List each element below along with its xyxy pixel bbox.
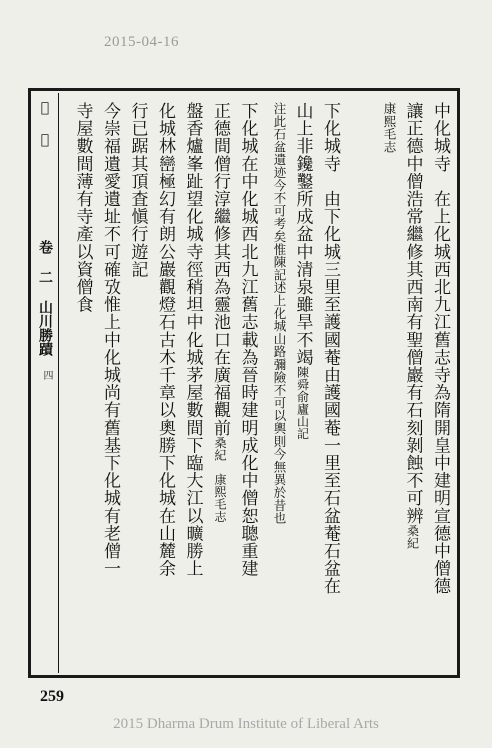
source-citation: 桑紀: [405, 524, 420, 550]
text-column: [428, 102, 452, 595]
column-text: 山上非鑱鑿所成盆中清泉雖旱不竭: [292, 102, 313, 366]
copyright-watermark: 2015 Dharma Drum Institute of Liberal Arts: [113, 716, 379, 732]
text-column: [208, 102, 232, 523]
text-column: [153, 102, 177, 577]
column-text: 讓正德中僧浩常繼修其西南有聖僧巖有石刻剝蝕不可辨: [402, 102, 423, 525]
text-column: [373, 102, 397, 153]
column-text: 行已踞其頂査愼行遊記: [127, 102, 148, 278]
text-column: [263, 102, 287, 524]
volume-label: 卷 二 山川勝蹟: [37, 240, 53, 356]
column-text: 正德間僧行淳繼修其西為靈池口在廣福觀前: [210, 102, 230, 437]
column-text: 康熙毛志: [382, 102, 397, 154]
text-column: [181, 102, 205, 577]
column-text: 下化城寺 由下化城三里至護國菴由護國菴一里至石盆菴石盆在: [320, 102, 340, 595]
column-text: 下化城在中化城西北九江舊志載為晉時建明成化中僧恕聰重建: [237, 102, 258, 578]
side-page-marker: 四: [41, 370, 52, 380]
column-text: 化城林巒極幻有朗公巖觀燈石古木千章以奧勝下化城在山麓余: [155, 102, 175, 578]
text-column: [98, 102, 122, 577]
scan-date: 2015-04-16: [104, 34, 179, 50]
column-text: 盤香爐峯趾望化城寺徑稍坦中化城茅屋數間下臨大江以曠勝上: [182, 102, 203, 578]
text-column: [401, 102, 425, 549]
text-column: [236, 102, 260, 577]
text-column: [318, 102, 342, 595]
text-column: [71, 102, 95, 313]
side-marks: 𫝀 一: [37, 100, 53, 148]
text-column: [126, 102, 150, 278]
text-column: [291, 102, 315, 440]
source-citation: 桑紀 康熙毛志: [213, 436, 227, 523]
column-text: 注此石盆遺迹今不可考矣惟陳記述上化城山路彌險不可以輿則今無異於昔也: [272, 102, 287, 525]
column-text: 中化城寺 在上化城西北九江舊志寺為隋開皇中建明宣德中僧德: [430, 102, 450, 595]
column-text: 今崇福遺愛遺址不可確攷惟上中化城尚有舊基下化城有老僧一: [100, 102, 120, 578]
source-citation: 陳舜俞廬山記: [295, 366, 310, 440]
page-number: 259: [40, 688, 64, 705]
column-text: 寺屋數間薄有寺產以資僧食: [72, 102, 93, 314]
